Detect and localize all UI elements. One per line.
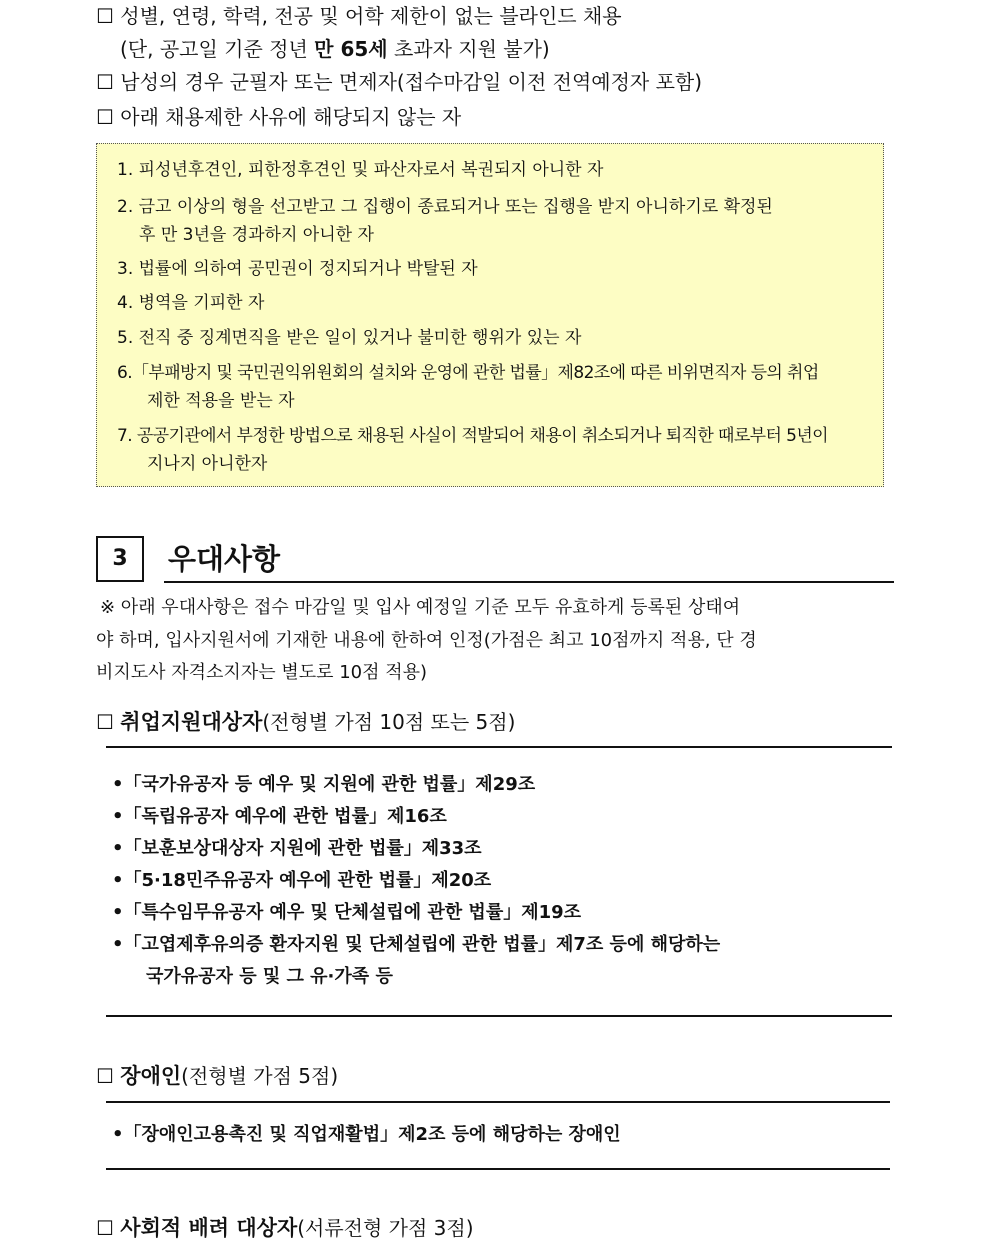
category-title: 장애인 <box>120 1064 182 1088</box>
preference-note-line: 야 하며, 입사지원서에 기재한 내용에 한하여 인정(가점은 최고 10점까지 적용, 단 경 <box>96 630 757 651</box>
category-title: 사회적 배려 대상자 <box>120 1216 298 1240</box>
checkbox-icon: ☐ <box>96 4 114 28</box>
law-item: •「장애인고용촉진 및 직업재활법」제2조 등에 해당하는 장애인 <box>112 1124 621 1145</box>
restriction-item-cont: 후 만 3년을 경과하지 아니한 자 <box>139 225 374 245</box>
law-item: •「독립유공자 예우에 관한 법률」제16조 <box>112 806 447 827</box>
category-detail: (전형별 가점 10점 또는 5점) <box>262 710 516 734</box>
restriction-item-cont: 제한 적용을 받는 자 <box>147 391 295 411</box>
eligibility-item-restriction <box>96 103 461 131</box>
age-note-pre: (단, 공고일 기준 정년 <box>120 37 315 61</box>
eligibility-item-military <box>96 68 702 96</box>
restriction-item: 2. 금고 이상의 형을 선고받고 그 집행이 종료되거나 또는 집행을 받지 아니하기로 확정된 <box>117 197 773 217</box>
restriction-box <box>96 143 884 487</box>
age-limit-note <box>120 35 550 63</box>
restriction-item-cont: 지나지 아니한자 <box>147 454 268 474</box>
restriction-item: 3. 법률에 의하여 공민권이 정지되거나 박탈된 자 <box>117 259 478 279</box>
age-note-emphasis: 만 65세 <box>314 37 388 61</box>
category-detail: (서류전형 가점 3점) <box>297 1216 474 1240</box>
eligibility-text: 남성의 경우 군필자 또는 면제자(접수마감일 이전 전역예정자 포함) <box>120 70 703 94</box>
category-heading-employment-support <box>96 708 515 736</box>
category-bottom-rule <box>106 1168 890 1170</box>
checkbox-icon: ☐ <box>96 1216 114 1240</box>
section-divider <box>164 581 894 583</box>
category-heading-social-consideration <box>96 1214 474 1242</box>
category-title: 취업지원대상자 <box>120 710 263 734</box>
law-item: •「보훈보상대상자 지원에 관한 법률」제33조 <box>112 838 482 859</box>
checkbox-icon: ☐ <box>96 710 114 734</box>
checkbox-icon: ☐ <box>96 1064 114 1088</box>
category-top-rule <box>106 746 892 748</box>
category-heading-disability <box>96 1062 338 1090</box>
preference-note-line: ※ 아래 우대사항은 접수 마감일 및 입사 예정일 기준 모두 유효하게 등록된 상태여 <box>100 597 741 618</box>
checkbox-icon: ☐ <box>96 70 114 94</box>
restriction-item: 7. 공공기관에서 부정한 방법으로 채용된 사실이 적발되어 채용이 취소되거나 퇴직한 때로부터 5년이 <box>117 426 828 446</box>
law-item: •「고엽제후유의증 환자지원 및 단체설립에 관한 법률」제7조 등에 해당하는 <box>112 934 721 955</box>
law-item: •「특수임무유공자 예우 및 단체설립에 관한 법률」제19조 <box>112 902 582 923</box>
section-title: 우대사항 <box>168 542 281 576</box>
eligibility-text: 성별, 연령, 학력, 전공 및 어학 제한이 없는 블라인드 채용 <box>120 4 622 28</box>
restriction-item: 5. 전직 중 징계면직을 받은 일이 있거나 불미한 행위가 있는 자 <box>117 328 582 348</box>
section-number: 3 <box>96 536 144 582</box>
category-top-rule <box>106 1101 890 1103</box>
eligibility-item-blind <box>96 2 622 30</box>
law-item-cont: 국가유공자 등 및 그 유·가족 등 <box>146 966 393 987</box>
restriction-item: 6.「부패방지 및 국민권익위원회의 설치와 운영에 관한 법률」제82조에 따른 비위면직자 등의 취업 <box>117 363 819 383</box>
eligibility-text: 아래 채용제한 사유에 해당되지 않는 자 <box>120 105 462 129</box>
restriction-item: 1. 피성년후견인, 피한정후견인 및 파산자로서 복권되지 아니한 자 <box>117 160 604 180</box>
age-note-post: 초과자 지원 불가) <box>387 37 550 61</box>
law-item: •「5·18민주유공자 예우에 관한 법률」제20조 <box>112 870 492 891</box>
category-bottom-rule <box>106 1015 892 1017</box>
preference-note-line: 비지도사 자격소지자는 별도로 10점 적용) <box>96 662 428 683</box>
restriction-item: 4. 병역을 기피한 자 <box>117 293 265 313</box>
category-detail: (전형별 가점 5점) <box>181 1064 339 1088</box>
law-item: •「국가유공자 등 예우 및 지원에 관한 법률」제29조 <box>112 774 536 795</box>
checkbox-icon: ☐ <box>96 105 114 129</box>
